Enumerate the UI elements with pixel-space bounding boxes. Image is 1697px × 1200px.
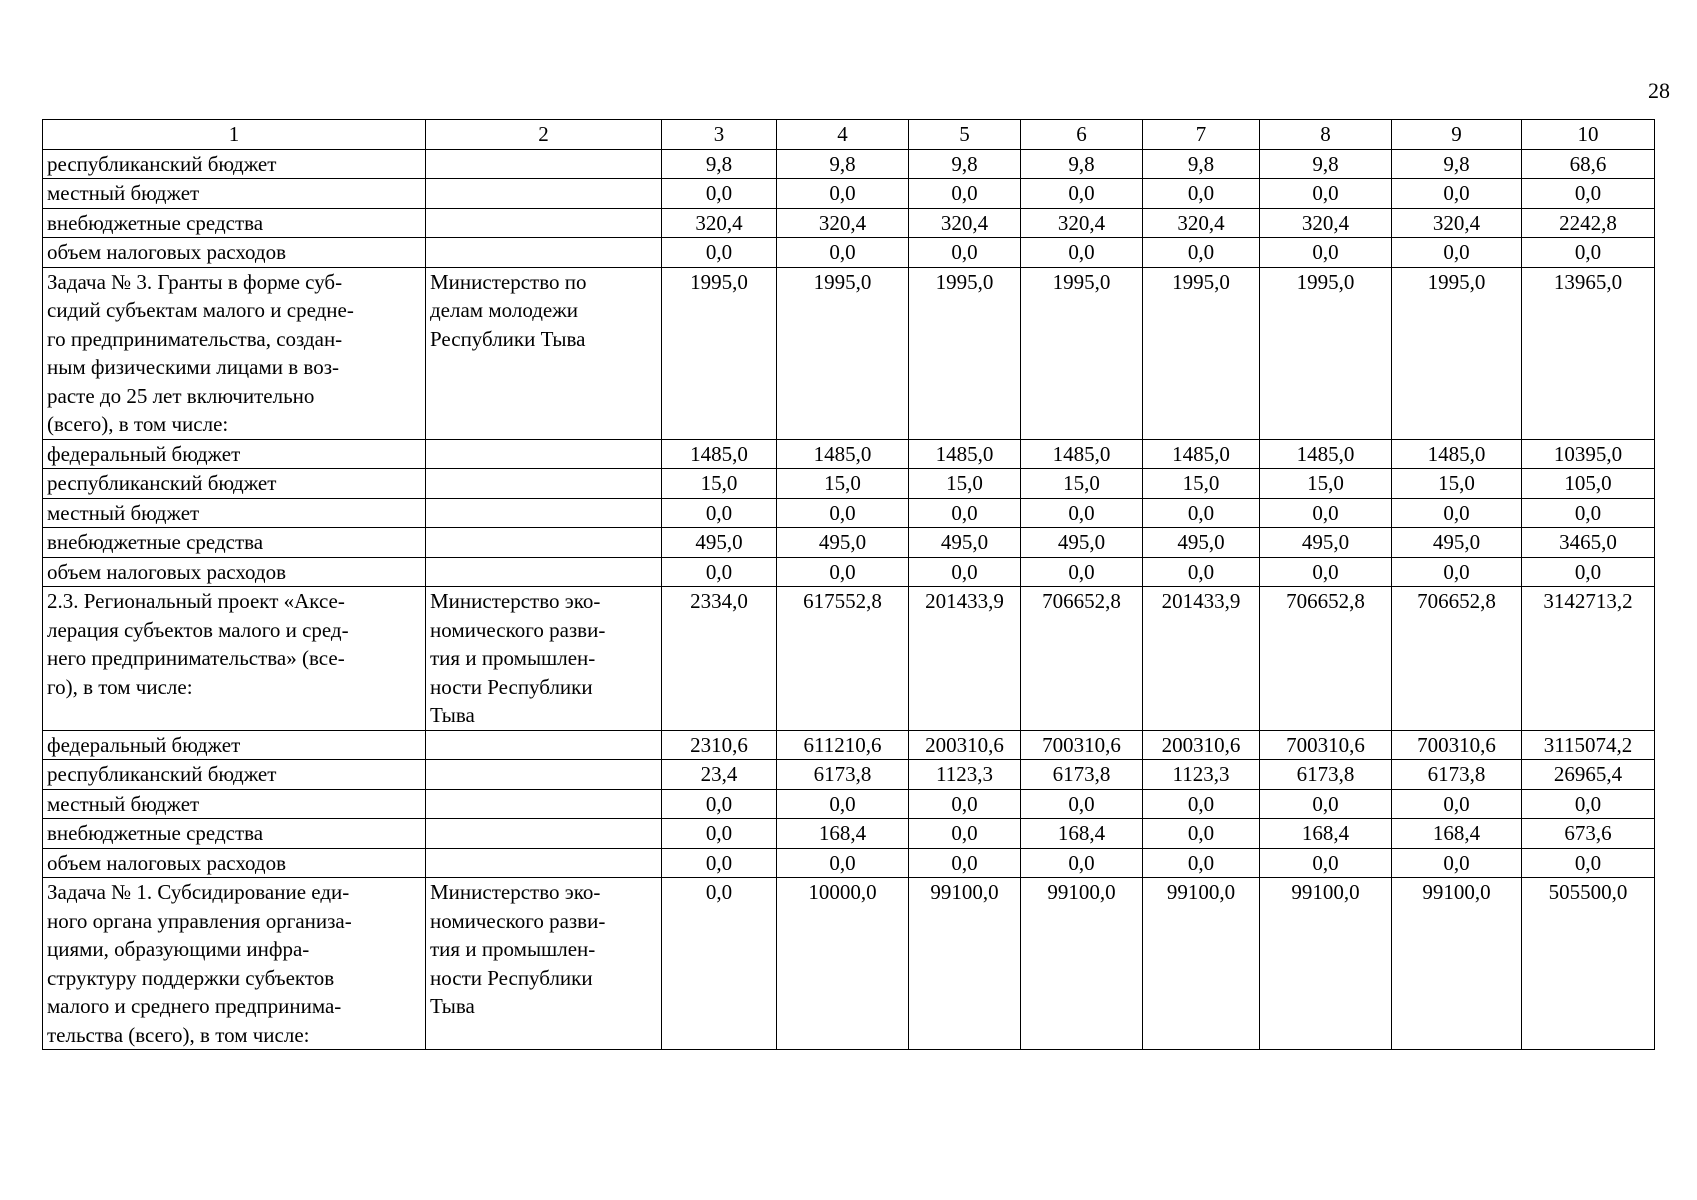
value-cell-col-5: 0,0 [909, 238, 1021, 268]
value-cell-col-8: 706652,8 [1260, 587, 1392, 731]
row-label: республиканский бюджет [43, 469, 426, 499]
value-cell-col-6: 0,0 [1021, 238, 1143, 268]
funding-row [43, 528, 1655, 558]
value-cell-col-4: 15,0 [777, 469, 909, 499]
responsible-executor-line: тия и промышлен- [430, 937, 596, 961]
value-cell-col-3: 15,0 [662, 469, 777, 499]
value-cell-col-4: 9,8 [777, 149, 909, 179]
value-cell-col-9: 706652,8 [1392, 587, 1522, 731]
row-label-line: Задача № 3. Гранты в форме суб- [47, 269, 343, 294]
responsible-executor [426, 587, 662, 731]
funding-row [43, 848, 1655, 878]
value-cell-col-10: 10395,0 [1522, 439, 1655, 469]
value-cell-col-5: 200310,6 [909, 730, 1021, 760]
value-cell-col-4: 6173,8 [777, 760, 909, 790]
responsible-executor-line: Тыва [430, 994, 475, 1018]
value-cell-col-7: 0,0 [1143, 498, 1260, 528]
row-label: местный бюджет [43, 179, 426, 209]
value-cell-col-10: 2242,8 [1522, 208, 1655, 238]
responsible-executor-line: ности Республики [430, 674, 593, 699]
value-cell-col-4: 0,0 [777, 848, 909, 878]
value-cell-col-8: 0,0 [1260, 557, 1392, 587]
row-label-line: него предпринимательства» (все- [47, 646, 345, 670]
value-cell-col-7: 0,0 [1143, 238, 1260, 268]
value-cell-col-6: 99100,0 [1021, 878, 1143, 1050]
responsible-executor-line: тия и промышлен- [430, 646, 596, 670]
funding-row [43, 238, 1655, 268]
row-label: внебюджетные средства [43, 208, 426, 238]
responsible-executor-line: ности Республики [430, 965, 593, 990]
row-label-line: го предпринимательства, создан- [47, 326, 343, 351]
value-cell-col-8: 0,0 [1260, 789, 1392, 819]
value-cell-col-8: 99100,0 [1260, 878, 1392, 1050]
value-cell-col-4: 0,0 [777, 557, 909, 587]
row-label: внебюджетные средства [43, 819, 426, 849]
header-cell: 8 [1260, 120, 1392, 150]
funding-row [43, 760, 1655, 790]
value-cell-col-10: 3465,0 [1522, 528, 1655, 558]
value-cell-col-4: 1485,0 [777, 439, 909, 469]
responsible-executor-line: Министерство эко- [430, 589, 601, 613]
responsible-executor [426, 469, 662, 499]
value-cell-col-7: 0,0 [1143, 819, 1260, 849]
value-cell-col-10: 505500,0 [1522, 878, 1655, 1050]
task-row [43, 587, 1655, 731]
value-cell-col-5: 1995,0 [909, 267, 1021, 439]
value-cell-col-9: 9,8 [1392, 149, 1522, 179]
value-cell-col-4: 0,0 [777, 498, 909, 528]
funding-row [43, 469, 1655, 499]
responsible-executor [426, 267, 662, 439]
value-cell-col-9: 0,0 [1392, 498, 1522, 528]
value-cell-col-6: 0,0 [1021, 848, 1143, 878]
value-cell-col-8: 320,4 [1260, 208, 1392, 238]
value-cell-col-7: 201433,9 [1143, 587, 1260, 731]
task-row [43, 878, 1655, 1050]
header-cell: 5 [909, 120, 1021, 150]
value-cell-col-5: 320,4 [909, 208, 1021, 238]
responsible-executor [426, 439, 662, 469]
responsible-executor [426, 819, 662, 849]
value-cell-col-6: 0,0 [1021, 498, 1143, 528]
value-cell-col-6: 9,8 [1021, 149, 1143, 179]
value-cell-col-5: 1123,3 [909, 760, 1021, 790]
value-cell-col-3: 0,0 [662, 789, 777, 819]
responsible-executor [426, 848, 662, 878]
row-label-line: 2.3. Региональный проект «Аксе- [47, 589, 345, 613]
value-cell-col-6: 700310,6 [1021, 730, 1143, 760]
value-cell-col-5: 0,0 [909, 789, 1021, 819]
value-cell-col-5: 9,8 [909, 149, 1021, 179]
value-cell-col-8: 0,0 [1260, 179, 1392, 209]
row-label: федеральный бюджет [43, 439, 426, 469]
responsible-executor [426, 878, 662, 1050]
row-label: местный бюджет [43, 789, 426, 819]
value-cell-col-7: 9,8 [1143, 149, 1260, 179]
value-cell-col-3: 1995,0 [662, 267, 777, 439]
value-cell-col-8: 0,0 [1260, 848, 1392, 878]
value-cell-col-6: 6173,8 [1021, 760, 1143, 790]
row-label [43, 267, 426, 439]
value-cell-col-8: 0,0 [1260, 498, 1392, 528]
value-cell-col-9: 6173,8 [1392, 760, 1522, 790]
responsible-executor-line: номического разви- [430, 908, 606, 933]
value-cell-col-9: 0,0 [1392, 848, 1522, 878]
value-cell-col-9: 0,0 [1392, 789, 1522, 819]
value-cell-col-5: 0,0 [909, 819, 1021, 849]
value-cell-col-4: 0,0 [777, 238, 909, 268]
value-cell-col-3: 2310,6 [662, 730, 777, 760]
value-cell-col-6: 1995,0 [1021, 267, 1143, 439]
value-cell-col-5: 1485,0 [909, 439, 1021, 469]
value-cell-col-6: 706652,8 [1021, 587, 1143, 731]
value-cell-col-7: 495,0 [1143, 528, 1260, 558]
value-cell-col-6: 0,0 [1021, 179, 1143, 209]
value-cell-col-4: 617552,8 [777, 587, 909, 731]
row-label-line: структуру поддержки субъектов [47, 965, 335, 990]
value-cell-col-5: 0,0 [909, 557, 1021, 587]
header-cell: 1 [43, 120, 426, 150]
value-cell-col-4: 10000,0 [777, 878, 909, 1050]
value-cell-col-6: 0,0 [1021, 557, 1143, 587]
header-cell: 6 [1021, 120, 1143, 150]
row-label-line: лерация субъектов малого и сред- [47, 617, 349, 642]
value-cell-col-3: 0,0 [662, 848, 777, 878]
value-cell-col-5: 99100,0 [909, 878, 1021, 1050]
value-cell-col-4: 168,4 [777, 819, 909, 849]
funding-row [43, 208, 1655, 238]
value-cell-col-9: 168,4 [1392, 819, 1522, 849]
value-cell-col-6: 1485,0 [1021, 439, 1143, 469]
value-cell-col-6: 495,0 [1021, 528, 1143, 558]
row-label: объем налоговых расходов [43, 238, 426, 268]
value-cell-col-4: 1995,0 [777, 267, 909, 439]
row-label: республиканский бюджет [43, 149, 426, 179]
row-label: республиканский бюджет [43, 760, 426, 790]
responsible-executor [426, 760, 662, 790]
row-label: объем налоговых расходов [43, 557, 426, 587]
value-cell-col-9: 99100,0 [1392, 878, 1522, 1050]
value-cell-col-9: 495,0 [1392, 528, 1522, 558]
value-cell-col-10: 0,0 [1522, 557, 1655, 587]
responsible-executor-line: Тыва [430, 703, 475, 727]
value-cell-col-9: 320,4 [1392, 208, 1522, 238]
page-number: 28 [1648, 78, 1670, 103]
value-cell-col-5: 15,0 [909, 469, 1021, 499]
value-cell-col-5: 0,0 [909, 498, 1021, 528]
value-cell-col-10: 0,0 [1522, 179, 1655, 209]
value-cell-col-10: 26965,4 [1522, 760, 1655, 790]
value-cell-col-9: 700310,6 [1392, 730, 1522, 760]
funding-row [43, 498, 1655, 528]
header-cell: 3 [662, 120, 777, 150]
row-label [43, 878, 426, 1050]
row-label: местный бюджет [43, 498, 426, 528]
row-label-line: расте до 25 лет включительно [47, 383, 315, 408]
value-cell-col-4: 0,0 [777, 179, 909, 209]
value-cell-col-6: 320,4 [1021, 208, 1143, 238]
value-cell-col-8: 9,8 [1260, 149, 1392, 179]
budget-table [42, 119, 1655, 1050]
header-row [43, 120, 1655, 150]
responsible-executor [426, 557, 662, 587]
responsible-executor [426, 789, 662, 819]
value-cell-col-10: 105,0 [1522, 469, 1655, 499]
responsible-executor-line: Министерство по [430, 269, 587, 294]
responsible-executor [426, 238, 662, 268]
value-cell-col-7: 0,0 [1143, 557, 1260, 587]
value-cell-col-4: 0,0 [777, 789, 909, 819]
value-cell-col-3: 0,0 [662, 179, 777, 209]
row-label: объем налоговых расходов [43, 848, 426, 878]
value-cell-col-10: 3142713,2 [1522, 587, 1655, 731]
value-cell-col-8: 15,0 [1260, 469, 1392, 499]
row-label-line: ным физическими лицами в воз- [47, 355, 339, 379]
value-cell-col-3: 0,0 [662, 878, 777, 1050]
value-cell-col-10: 0,0 [1522, 789, 1655, 819]
value-cell-col-8: 6173,8 [1260, 760, 1392, 790]
row-label [43, 587, 426, 731]
value-cell-col-3: 9,8 [662, 149, 777, 179]
value-cell-col-10: 0,0 [1522, 848, 1655, 878]
row-label: федеральный бюджет [43, 730, 426, 760]
value-cell-col-10: 673,6 [1522, 819, 1655, 849]
value-cell-col-6: 0,0 [1021, 789, 1143, 819]
row-label-line: циями, образующими инфра- [47, 937, 310, 961]
value-cell-col-5: 0,0 [909, 848, 1021, 878]
value-cell-col-8: 168,4 [1260, 819, 1392, 849]
row-label-line: ного органа управления организа- [47, 908, 352, 933]
value-cell-col-3: 1485,0 [662, 439, 777, 469]
value-cell-col-8: 0,0 [1260, 238, 1392, 268]
value-cell-col-3: 2334,0 [662, 587, 777, 731]
value-cell-col-3: 23,4 [662, 760, 777, 790]
value-cell-col-6: 168,4 [1021, 819, 1143, 849]
header-cell: 2 [426, 120, 662, 150]
header-cell: 7 [1143, 120, 1260, 150]
value-cell-col-10: 0,0 [1522, 238, 1655, 268]
value-cell-col-7: 0,0 [1143, 789, 1260, 819]
row-label-line: тельства (всего), в том числе: [47, 1022, 310, 1047]
value-cell-col-3: 495,0 [662, 528, 777, 558]
row-label-line: (всего), в том числе: [47, 412, 229, 436]
value-cell-col-9: 1485,0 [1392, 439, 1522, 469]
responsible-executor [426, 498, 662, 528]
value-cell-col-10: 68,6 [1522, 149, 1655, 179]
value-cell-col-3: 0,0 [662, 557, 777, 587]
value-cell-col-7: 320,4 [1143, 208, 1260, 238]
funding-row [43, 557, 1655, 587]
value-cell-col-10: 3115074,2 [1522, 730, 1655, 760]
value-cell-col-4: 320,4 [777, 208, 909, 238]
value-cell-col-4: 611210,6 [777, 730, 909, 760]
value-cell-col-7: 1123,3 [1143, 760, 1260, 790]
value-cell-col-7: 200310,6 [1143, 730, 1260, 760]
row-label-line: малого и среднего предпринима- [47, 994, 342, 1018]
value-cell-col-9: 0,0 [1392, 557, 1522, 587]
value-cell-col-9: 15,0 [1392, 469, 1522, 499]
funding-row [43, 179, 1655, 209]
responsible-executor-line: Республики Тыва [430, 326, 586, 351]
header-cell: 4 [777, 120, 909, 150]
responsible-executor [426, 730, 662, 760]
funding-row [43, 439, 1655, 469]
value-cell-col-3: 0,0 [662, 498, 777, 528]
responsible-executor [426, 149, 662, 179]
row-label-line: сидий субъектам малого и средне- [47, 298, 354, 322]
value-cell-col-9: 1995,0 [1392, 267, 1522, 439]
funding-row [43, 730, 1655, 760]
responsible-executor-line: делам молодежи [430, 298, 578, 322]
value-cell-col-5: 201433,9 [909, 587, 1021, 731]
value-cell-col-5: 0,0 [909, 179, 1021, 209]
responsible-executor-line: Министерство эко- [430, 880, 601, 904]
value-cell-col-8: 1485,0 [1260, 439, 1392, 469]
value-cell-col-7: 1995,0 [1143, 267, 1260, 439]
value-cell-col-3: 320,4 [662, 208, 777, 238]
value-cell-col-9: 0,0 [1392, 238, 1522, 268]
value-cell-col-10: 0,0 [1522, 498, 1655, 528]
value-cell-col-9: 0,0 [1392, 179, 1522, 209]
value-cell-col-7: 15,0 [1143, 469, 1260, 499]
row-label-line: го), в том числе: [47, 674, 193, 699]
responsible-executor [426, 179, 662, 209]
value-cell-col-7: 0,0 [1143, 848, 1260, 878]
funding-row [43, 149, 1655, 179]
funding-row [43, 819, 1655, 849]
value-cell-col-7: 0,0 [1143, 179, 1260, 209]
row-label: внебюджетные средства [43, 528, 426, 558]
value-cell-col-8: 700310,6 [1260, 730, 1392, 760]
header-cell: 9 [1392, 120, 1522, 150]
header-cell: 10 [1522, 120, 1655, 150]
funding-row [43, 789, 1655, 819]
responsible-executor [426, 208, 662, 238]
value-cell-col-4: 495,0 [777, 528, 909, 558]
value-cell-col-7: 99100,0 [1143, 878, 1260, 1050]
task-row [43, 267, 1655, 439]
value-cell-col-3: 0,0 [662, 238, 777, 268]
value-cell-col-8: 495,0 [1260, 528, 1392, 558]
value-cell-col-10: 13965,0 [1522, 267, 1655, 439]
value-cell-col-3: 0,0 [662, 819, 777, 849]
value-cell-col-8: 1995,0 [1260, 267, 1392, 439]
responsible-executor [426, 528, 662, 558]
row-label-line: Задача № 1. Субсидирование еди- [47, 880, 350, 904]
responsible-executor-line: номического разви- [430, 617, 606, 642]
table-body [43, 120, 1655, 1050]
value-cell-col-7: 1485,0 [1143, 439, 1260, 469]
value-cell-col-5: 495,0 [909, 528, 1021, 558]
value-cell-col-6: 15,0 [1021, 469, 1143, 499]
